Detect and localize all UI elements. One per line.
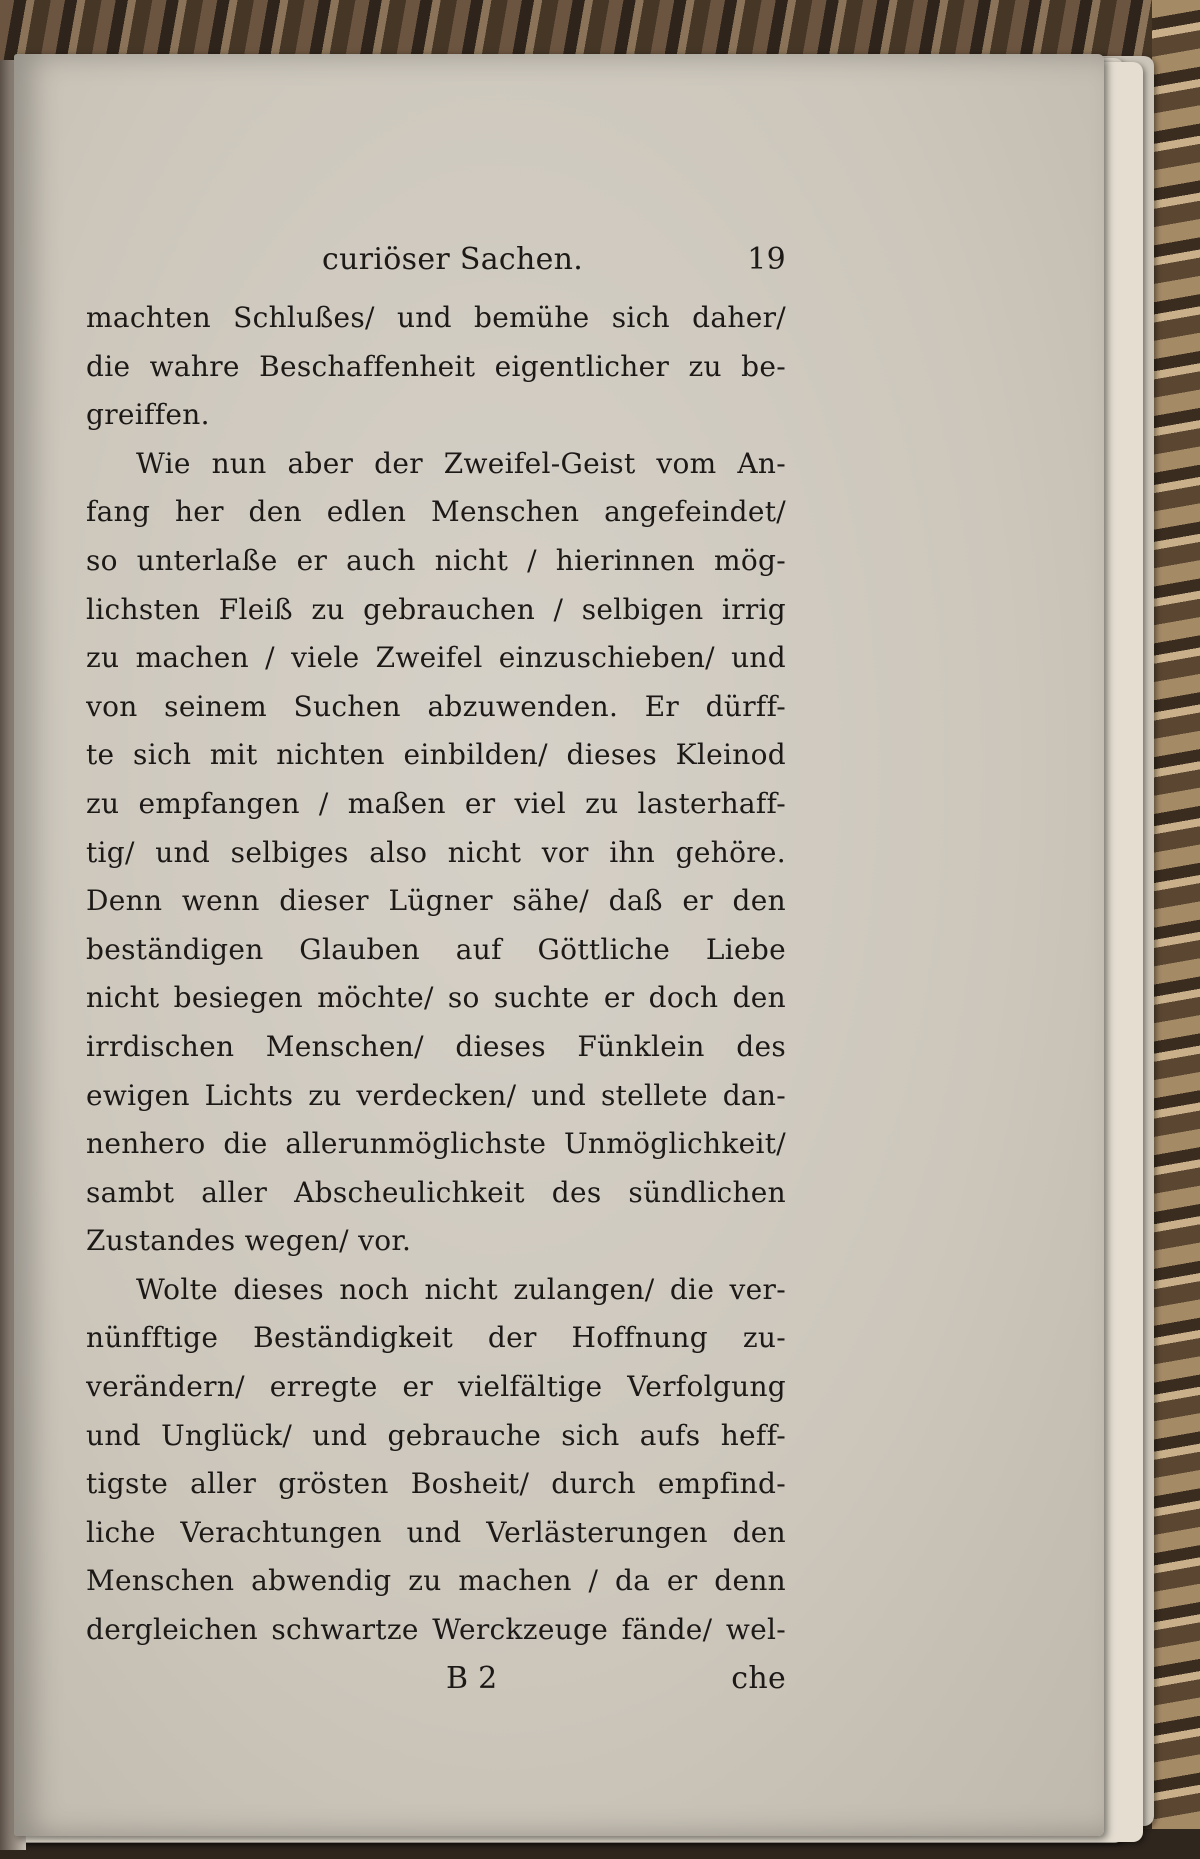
text-line: nenhero die allerunmöglichste Unmöglichkeit/	[86, 1127, 786, 1161]
text-line: nünfftige Beständigkeit der Hoffnung zu-	[86, 1321, 786, 1355]
page-number: 19	[747, 242, 786, 277]
text-line: tigste aller grösten Bosheit/ durch empfind-	[86, 1467, 786, 1501]
page-footer	[86, 1661, 786, 1709]
text-line: sambt aller Abscheulichkeit des sündlichen	[86, 1175, 786, 1209]
text-line: lichsten Fleiß zu gebrauchen / selbigen irrig	[86, 592, 786, 626]
text-line: zu machen / viele Zweifel einzuschieben/ und	[86, 641, 786, 675]
text-line: Menschen abwendig zu machen / da er denn	[86, 1564, 786, 1598]
text-line: nicht besiegen möchte/ so suchte er doch den	[86, 981, 786, 1015]
text-line: zu empfangen / maßen er viel zu lasterhaff-	[86, 786, 786, 820]
text-line: Denn wenn dieser Lügner sähe/ daß er den	[86, 884, 786, 918]
text-line: fang her den edlen Menschen angefeindet/	[86, 495, 786, 529]
text-line: verändern/ erregte er vielfältige Verfolgung	[86, 1370, 786, 1404]
text-line: dergleichen schwartze Werckzeuge fände/ wel-	[86, 1613, 786, 1647]
text-line: te sich mit nichten einbilden/ dieses Kleinod	[86, 738, 786, 772]
marbled-cover-right	[1152, 0, 1200, 1859]
running-head: curiöser Sachen.	[322, 242, 584, 277]
text-block	[86, 242, 786, 1709]
text-line: von seinem Suchen abzuwenden. Er dürff-	[86, 689, 786, 723]
text-line: so unterlaße er auch nicht / hierinnen mög-	[86, 543, 786, 577]
text-line: greiffen.	[86, 398, 210, 432]
text-line: irrdischen Menschen/ dieses Fünklein des	[86, 1029, 786, 1063]
text-line: und Unglück/ und gebrauche sich aufs heff-	[86, 1418, 786, 1452]
text-line: die wahre Beschaffenheit eigentlicher zu be-	[86, 349, 786, 383]
text-line: Wolte dieses noch nicht zulangen/ die ver-	[136, 1272, 786, 1306]
text-line: Zustandes wegen/ vor.	[86, 1224, 412, 1258]
signature-mark: B 2	[446, 1660, 498, 1696]
page-header	[86, 242, 786, 286]
text-line: liche Verachtungen und Verlästerungen den	[86, 1515, 786, 1549]
text-line: machten Schlußes/ und bemühe sich daher/	[86, 301, 786, 334]
text-line: beständigen Glauben auf Göttliche Liebe	[86, 932, 786, 966]
catchword: che	[731, 1660, 786, 1696]
text-line: tig/ und selbiges also nicht vor ihn gehöre.	[86, 835, 786, 869]
text-line: ewigen Lichts zu verdecken/ und stellete dan-	[86, 1078, 786, 1112]
book-page	[14, 54, 1104, 1836]
text-line: Wie nun aber der Zweifel-Geist vom An-	[136, 446, 786, 480]
